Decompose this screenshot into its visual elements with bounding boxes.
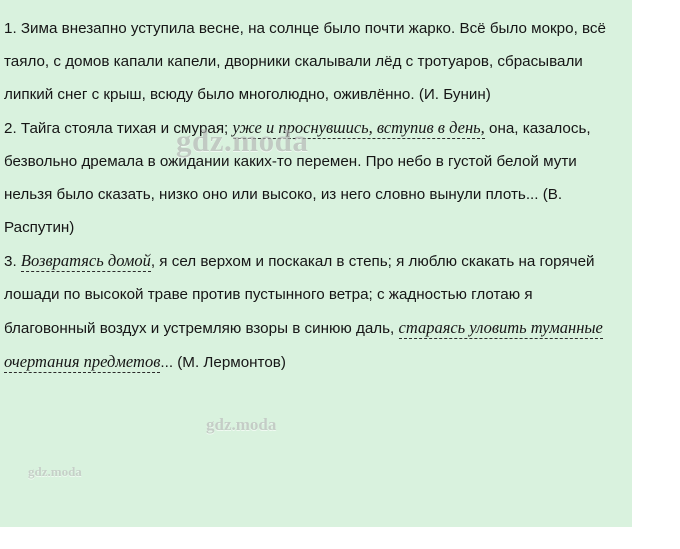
exercise-paragraph-1 — [4, 12, 624, 111]
exercise-paragraph-2 — [4, 111, 624, 244]
watermark-small: gdz.moda — [28, 464, 82, 479]
exercise-paragraph-3 — [4, 244, 624, 379]
right-margin — [632, 0, 680, 549]
paragraph-3-participial-phrase-1: Возвратясь домой — [20, 251, 151, 270]
paragraph-2-run-3: она, казалось, безвольно дремала в ожидании каких-то перемен. Про небо в густой белой мути нельзя было сказать, низко оно или высоко, из него словно вынули плоть... (В. Распутин) — [4, 120, 591, 236]
watermark-large: gdz.moda — [176, 123, 309, 158]
paragraph-3-run-1: 3. — [4, 253, 21, 270]
watermark-medium: gdz.moda — [206, 415, 277, 434]
paragraph-3-run-5: ... (М. Лермонтов) — [160, 354, 286, 371]
paragraph-2-run-1: 2. Тайга стояла тихая и смурая; — [4, 120, 233, 137]
paragraph-3-run-3: , я сел верхом и поскакал в степь; я люблю скакать на горячей лошади по высокой траве против пустынного ветра; с жадностью глотаю я благовонный воздух и устремляю взоры в синюю даль, — [4, 253, 595, 337]
paragraph-3-participial-phrase-2: стараясь уловить туманные очертания предметов — [4, 318, 603, 371]
paragraph-2-participial-phrase: уже и проснувшись, вступив в день, — [232, 118, 485, 137]
bottom-margin — [0, 527, 680, 549]
paragraph-1-text: 1. Зима внезапно уступила весне, на солнце было почти жарко. Всё было мокро, всё таяло, с домов капали капели, дворники скалывали лёд с тротуаров, сбрасывали липкий снег с крыш, всюду было многолюдно, оживлённо. (И. Бунин) — [4, 20, 606, 103]
